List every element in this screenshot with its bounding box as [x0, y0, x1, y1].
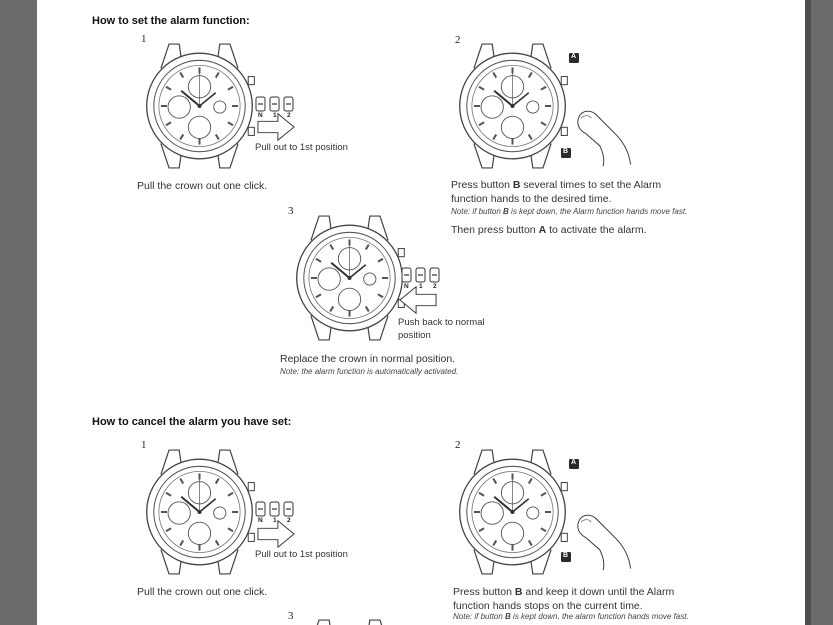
page-shadow	[805, 0, 811, 625]
arrow-label: Pull out to 1st position	[255, 549, 348, 560]
crown-pos-2: 2	[433, 283, 437, 290]
section-heading: How to cancel the alarm you have set:	[92, 416, 292, 428]
crown-pos-n: N	[258, 517, 263, 524]
button-a-label: A	[571, 53, 577, 60]
step-note: Note: if button B is kept down, the Alarm function hands move fast.	[451, 207, 688, 216]
watch-illustration-icon	[450, 446, 575, 578]
arrow-left-icon	[399, 285, 437, 315]
arrow-right-icon	[257, 112, 295, 142]
step-note: Note: if button B is kept down, the alarm function hands move fast.	[453, 612, 689, 621]
arrow-right-icon	[257, 519, 295, 549]
document-page	[37, 0, 805, 625]
step-caption: Press button B and keep it down until the Alarm function hands stops on the current time.	[453, 586, 675, 612]
button-b-label: B	[563, 148, 569, 155]
crown-pos-n: N	[258, 112, 263, 119]
finger-press-icon	[574, 512, 634, 572]
watch-illustration-icon	[137, 40, 262, 172]
button-a-label: A	[571, 459, 577, 466]
crown-pos-2: 2	[287, 517, 291, 524]
step-caption-then: Then press button A to activate the alarm.	[451, 224, 647, 236]
step-caption: Press button B several times to set the Alarm function hands to the desired time.	[451, 179, 662, 205]
crown-pos-2: 2	[287, 112, 291, 119]
section-heading: How to set the alarm function:	[92, 15, 250, 27]
arrow-label: Pull out to 1st position	[255, 142, 348, 153]
crown-pos-1: 1	[273, 517, 277, 524]
step-caption: Replace the crown in normal position.	[280, 353, 456, 365]
button-b-label: B	[563, 552, 569, 559]
finger-press-icon	[574, 108, 634, 168]
step-number: 3	[288, 205, 294, 217]
step-number: 1	[141, 33, 147, 45]
crown-pos-1: 1	[419, 283, 423, 290]
step-caption: Pull the crown out one click.	[137, 180, 268, 192]
crown-pos-n: N	[404, 283, 409, 290]
watch-illustration-icon	[450, 40, 575, 172]
step-number: 3	[288, 610, 294, 622]
step-number: 2	[455, 34, 461, 46]
step-number: 2	[455, 439, 461, 451]
arrow-label: Push back to normal position	[398, 317, 485, 341]
step-number: 1	[141, 439, 147, 451]
step-note: Note: the alarm function is automatically activated.	[280, 367, 459, 376]
watch-illustration-icon	[287, 212, 412, 344]
step-caption: Pull the crown out one click.	[137, 586, 268, 598]
crown-pos-1: 1	[273, 112, 277, 119]
watch-illustration-icon	[137, 446, 262, 578]
watch-illustration-icon	[287, 616, 412, 625]
